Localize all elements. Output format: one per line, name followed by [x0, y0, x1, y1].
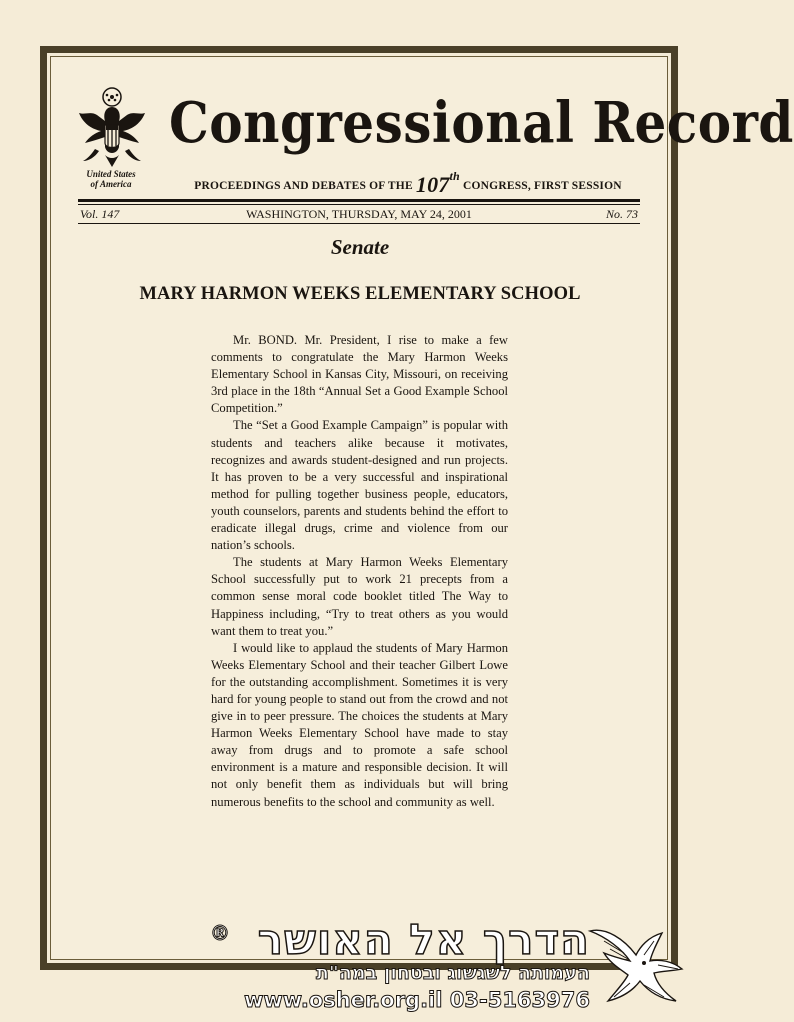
paragraph-4: I would like to applaud the students of Mary Harmon Weeks Elementary School and their teacher Gilbert Lowe for the outstanding accomplishment. Sometimes it is very hard for young people to stand out from the crowd and not give in to peer pressure. The choices the students at Mary Harmon Weeks Elementary School have made to stay away from drugs and to promote a safe school environment is a mature and responsible decision. It will not only benefit them as individuals but will bring numerous benefits to the school and community as well. — [211, 640, 508, 809]
masthead-thick-rule — [78, 199, 640, 202]
article-headline: MARY HARMON WEEKS ELEMENTARY SCHOOL — [139, 284, 581, 304]
dateline-rule — [78, 223, 640, 224]
eagle-seal-icon — [75, 85, 149, 171]
watermark-contact: www.osher.org.il 03-5163976 — [243, 988, 590, 1012]
subtitle-prefix: PROCEEDINGS AND DEBATES OF THE — [194, 180, 413, 192]
volume-label: Vol. 147 — [80, 207, 120, 221]
subtitle-suffix: CONGRESS, FIRST SESSION — [463, 180, 622, 192]
congress-number: 107 — [415, 172, 450, 197]
watermark-subtitle: העמותה לשגשוג ובטחון במה"ת — [315, 962, 590, 984]
section-heading: Senate — [330, 235, 390, 259]
registered-mark: ® — [210, 921, 230, 945]
paragraph-1: Mr. BOND. Mr. President, I rise to make a few comments to congratulate the Mary Harmon Weeks Elementary School in Kansas City, Missouri, on receiving 3rd place in the 18th “Annual Set a Good Example School Competition.” — [211, 333, 508, 416]
paragraph-2: The “Set a Good Example Campaign” is popular with students and teachers alike because it motivates, recognizes and awards student-designed and run projects. It has proven to be a very successful and inspirational method for pulling together business people, educators, youth counselors, parents and students behind the effort to eradicate illegal drugs, crime and violence from our nation’s schools. — [211, 418, 508, 553]
article-body — [211, 332, 508, 811]
publication-subtitle — [173, 169, 643, 198]
masthead-thin-rule — [78, 204, 640, 205]
seal-caption-line-2: of America — [90, 179, 132, 189]
seal-caption — [71, 169, 151, 189]
congress-ordinal: th — [449, 169, 460, 183]
publication-title: Congressional Record — [169, 89, 794, 156]
watermark-title: הדרך אל האושר — [257, 915, 590, 964]
issue-number-label: No. 73 — [605, 207, 638, 221]
paragraph-3: The students at Mary Harmon Weeks Elementary School successfully put to work 21 precepts from a common sense moral code booklet titled The Way to Happiness including, “Try to treat others as you would want them to treat you.” — [211, 555, 508, 638]
masthead — [75, 85, 794, 197]
seal-caption-line-1: United States — [86, 169, 136, 179]
date-label: WASHINGTON, THURSDAY, MAY 24, 2001 — [246, 207, 472, 221]
dateline — [80, 206, 638, 222]
watermark — [200, 915, 720, 1022]
dove-logo-icon — [584, 919, 694, 1011]
